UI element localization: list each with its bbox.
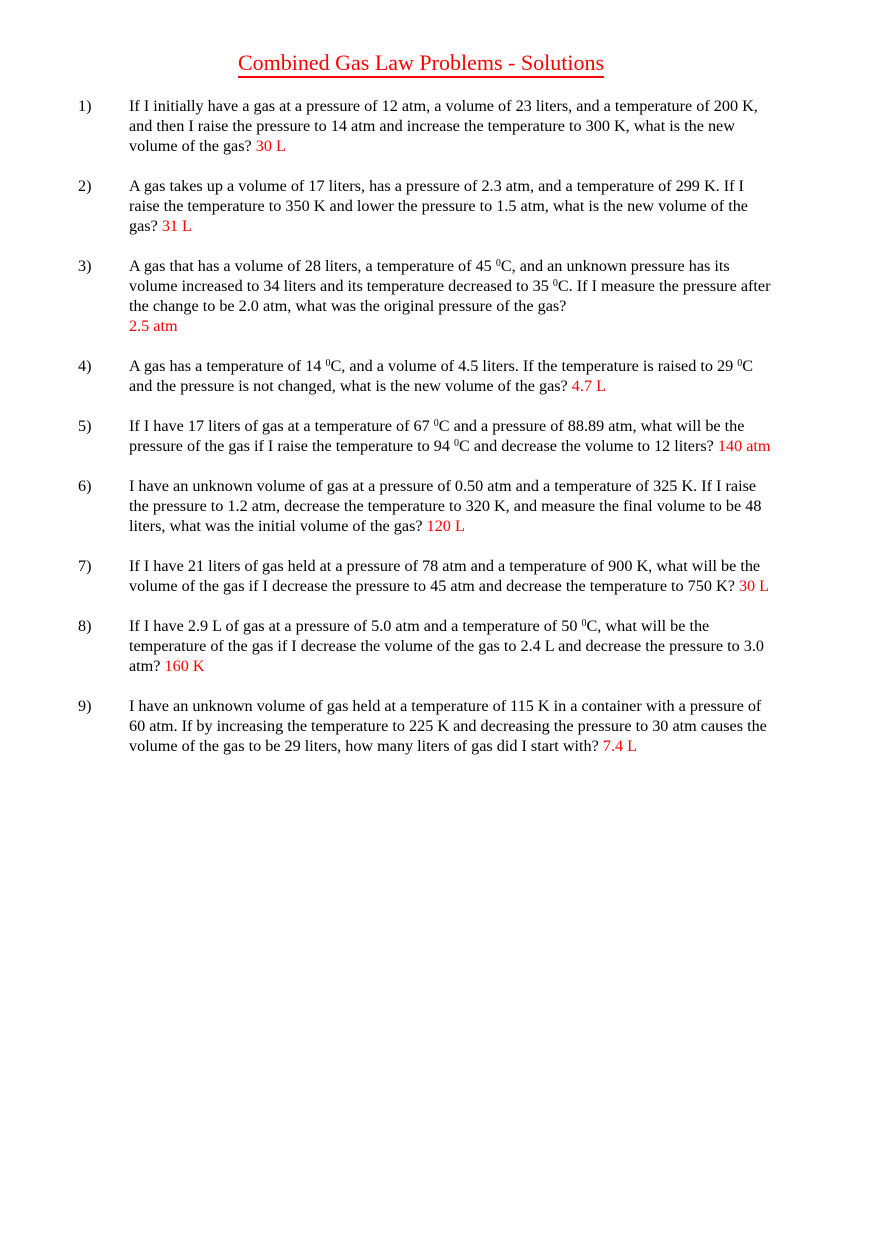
problem-text [129, 416, 778, 456]
problem-text [129, 476, 778, 536]
problem-2 [78, 176, 778, 236]
problem-text [129, 696, 778, 756]
answer: 160 K [164, 657, 205, 675]
answer: 2.5 atm [129, 317, 178, 335]
problem-number: 8) [78, 617, 92, 635]
problem-9 [78, 696, 778, 756]
problem-text [129, 256, 778, 336]
degree-superscript: 0 [325, 358, 331, 369]
problem-text-part: C and the pressure is not changed, what is the new volume of the gas? [129, 357, 754, 395]
problem-text [129, 616, 778, 676]
problem-text-part: C and decrease the volume to 12 liters? [458, 437, 714, 455]
problem-8 [78, 616, 778, 676]
answer: 7.4 L [602, 737, 638, 755]
problem-7 [78, 556, 778, 596]
problem-text [129, 176, 778, 236]
problem-6 [78, 476, 778, 536]
problem-text-part: If I have 21 liters of gas held at a pressure of 78 atm and a temperature of 900 K, what will be the volume of the gas if I decrease the pressure to 45 atm and decrease the temperature to 750 K? [129, 557, 761, 595]
problem-3 [78, 256, 778, 336]
answer: 30 L [738, 577, 770, 595]
problem-number: 9) [78, 697, 92, 715]
problem-text-part: A gas has a temperature of 14 [129, 357, 326, 375]
problem-text-part: If I initially have a gas at a pressure of 12 atm, a volume of 23 liters, and a temperature of 200 K, and then I raise the pressure to 14 atm and increase the temperature to 300 K, what is the new volume of the gas? [129, 97, 758, 155]
problem-text-part: C, and a volume of 4.5 liters. If the temperature is raised to 29 [330, 357, 738, 375]
problem-text-part: A gas takes up a volume of 17 liters, has a pressure of 2.3 atm, and a temperature of 299 K. If I raise the temperature to 350 K and lower the pressure to 1.5 atm, what is the new volume of the gas? [129, 177, 748, 235]
problem-text-part: C, and an unknown pressure has its volume increased to 34 liters and its temperature decreased to 35 [129, 257, 730, 295]
problem-text-part: If I have 2.9 L of gas at a pressure of 5.0 atm and a temperature of 50 [129, 617, 582, 635]
problem-text-part: I have an unknown volume of gas at a pressure of 0.50 atm and a temperature of 325 K. If I raise the pressure to 1.2 atm, decrease the temperature to 320 K, and measure the final volume to be 48 liters, what was the initial volume of the gas? [129, 477, 762, 535]
degree-superscript: 0 [495, 258, 501, 269]
degree-superscript: 0 [433, 418, 439, 429]
degree-superscript: 0 [581, 618, 587, 629]
answer: 120 L [426, 517, 465, 535]
problem-number: 5) [78, 417, 92, 435]
answer: 4.7 L [571, 377, 606, 395]
problem-text-part: C, what will be the temperature of the gas if I decrease the volume of the gas to 2.4 L and decrease the pressure to 3.0 atm? [129, 617, 764, 675]
problem-number: 7) [78, 557, 92, 575]
degree-superscript: 0 [552, 278, 558, 289]
problem-text-part: C and a pressure of 88.89 atm, what will be the pressure of the gas if I raise the temperature to 94 [129, 417, 745, 455]
problem-number: 6) [78, 477, 92, 495]
answer: 140 atm [717, 437, 771, 455]
problem-text [129, 356, 778, 396]
answer: 30 L [255, 137, 286, 155]
problem-1 [78, 96, 778, 156]
problem-number: 2) [78, 177, 92, 195]
degree-superscript: 0 [453, 438, 459, 449]
problem-list [78, 96, 778, 776]
problem-text-part: If I have 17 liters of gas at a temperature of 67 [129, 417, 434, 435]
problem-text-part: I have an unknown volume of gas held at a temperature of 115 K in a container with a pressure of 60 atm. If by increasing the temperature to 225 K and decreasing the pressure to 30 atm causes the volume of the gas to be 29 liters, how many liters of gas did I start with? [129, 697, 767, 755]
problem-number: 4) [78, 357, 92, 375]
problem-text-part: A gas that has a volume of 28 liters, a temperature of 45 [129, 257, 496, 275]
problem-5 [78, 416, 778, 456]
problem-text-part: C. If I measure the pressure after the change to be 2.0 atm, what was the original pressure of the gas? [129, 277, 771, 315]
problem-number: 1) [78, 97, 92, 115]
degree-superscript: 0 [737, 358, 743, 369]
problem-4 [78, 356, 778, 396]
page-title: Combined Gas Law Problems - Solutions [237, 50, 605, 75]
problem-number: 3) [78, 257, 92, 275]
answer: 31 L [161, 217, 192, 235]
title-wrap [0, 50, 880, 76]
problem-text [129, 96, 778, 156]
problem-text [129, 556, 778, 596]
